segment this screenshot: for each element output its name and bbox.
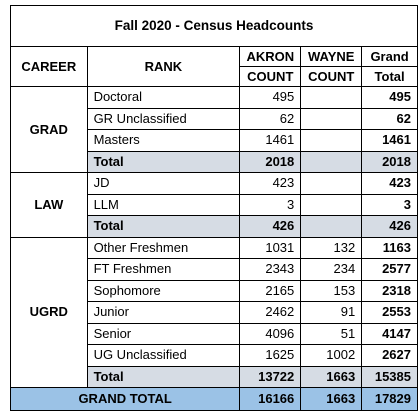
table-row <box>11 173 418 195</box>
akron-count-cell: 2165 <box>240 280 301 302</box>
akron-header: AKRON <box>240 47 301 67</box>
grand-total-cell: 2318 <box>362 280 418 302</box>
akron-count-cell: 62 <box>240 108 301 130</box>
wayne-count-cell: 234 <box>301 259 362 281</box>
wayne-count-cell <box>301 87 362 109</box>
wayne-header: WAYNE <box>301 47 362 67</box>
subtotal-wayne: 1663 <box>301 366 362 388</box>
grand-total-cell: 495 <box>362 87 418 109</box>
wayne-count-cell: 132 <box>301 237 362 259</box>
grand-total-cell: 2577 <box>362 259 418 281</box>
grand-total-row <box>11 388 418 411</box>
akron-count-cell: 495 <box>240 87 301 109</box>
wayne-count-header: COUNT <box>301 67 362 87</box>
subtotal-label: Total <box>87 151 240 173</box>
subtotal-akron: 426 <box>240 216 301 238</box>
table-row <box>11 87 418 109</box>
census-table-container <box>10 5 418 411</box>
grand-total-cell: 1163 <box>362 237 418 259</box>
subtotal-akron: 13722 <box>240 366 301 388</box>
grand-total-cell: 62 <box>362 108 418 130</box>
grand-total-akron: 16166 <box>240 388 301 411</box>
wayne-count-cell: 51 <box>301 323 362 345</box>
career-header: CAREER <box>11 47 88 87</box>
rank-cell: Senior <box>87 323 240 345</box>
grand-total-cell: 1461 <box>362 130 418 152</box>
grand-total-header-top: Grand <box>362 47 418 67</box>
grand-total-cell: 3 <box>362 194 418 216</box>
subtotal-grand: 2018 <box>362 151 418 173</box>
table-title: Fall 2020 - Census Headcounts <box>11 6 418 47</box>
grand-total-cell: 2627 <box>362 345 418 367</box>
wayne-count-cell: 91 <box>301 302 362 324</box>
career-label: GRAD <box>11 87 88 173</box>
career-label: UGRD <box>11 237 88 388</box>
grand-total-cell: 4147 <box>362 323 418 345</box>
title-row <box>11 6 418 47</box>
table-row <box>11 237 418 259</box>
subtotal-grand: 426 <box>362 216 418 238</box>
rank-cell: FT Freshmen <box>87 259 240 281</box>
rank-cell: Sophomore <box>87 280 240 302</box>
header-row-top <box>11 47 418 67</box>
akron-count-cell: 1031 <box>240 237 301 259</box>
subtotal-label: Total <box>87 216 240 238</box>
akron-count-cell: 3 <box>240 194 301 216</box>
akron-count-cell: 2343 <box>240 259 301 281</box>
wayne-count-cell: 1002 <box>301 345 362 367</box>
akron-count-cell: 1461 <box>240 130 301 152</box>
grand-total-cell: 2553 <box>362 302 418 324</box>
rank-cell: LLM <box>87 194 240 216</box>
wayne-count-cell: 153 <box>301 280 362 302</box>
grand-total-header-bottom: Total <box>362 67 418 87</box>
akron-count-cell: 4096 <box>240 323 301 345</box>
wayne-count-cell <box>301 194 362 216</box>
rank-cell: JD <box>87 173 240 195</box>
grand-total-value: 17829 <box>362 388 418 411</box>
akron-count-cell: 423 <box>240 173 301 195</box>
wayne-count-cell <box>301 108 362 130</box>
grand-total-wayne: 1663 <box>301 388 362 411</box>
akron-count-header: COUNT <box>240 67 301 87</box>
akron-count-cell: 2462 <box>240 302 301 324</box>
subtotal-wayne <box>301 216 362 238</box>
rank-cell: Doctoral <box>87 87 240 109</box>
grand-total-cell: 423 <box>362 173 418 195</box>
wayne-count-cell <box>301 130 362 152</box>
grand-total-label: GRAND TOTAL <box>11 388 240 411</box>
subtotal-label: Total <box>87 366 240 388</box>
rank-cell: Masters <box>87 130 240 152</box>
census-headcount-table <box>10 5 418 411</box>
subtotal-wayne <box>301 151 362 173</box>
subtotal-akron: 2018 <box>240 151 301 173</box>
rank-cell: GR Unclassified <box>87 108 240 130</box>
rank-cell: Junior <box>87 302 240 324</box>
rank-cell: UG Unclassified <box>87 345 240 367</box>
subtotal-grand: 15385 <box>362 366 418 388</box>
rank-cell: Other Freshmen <box>87 237 240 259</box>
career-label: LAW <box>11 173 88 238</box>
rank-header: RANK <box>87 47 240 87</box>
wayne-count-cell <box>301 173 362 195</box>
akron-count-cell: 1625 <box>240 345 301 367</box>
